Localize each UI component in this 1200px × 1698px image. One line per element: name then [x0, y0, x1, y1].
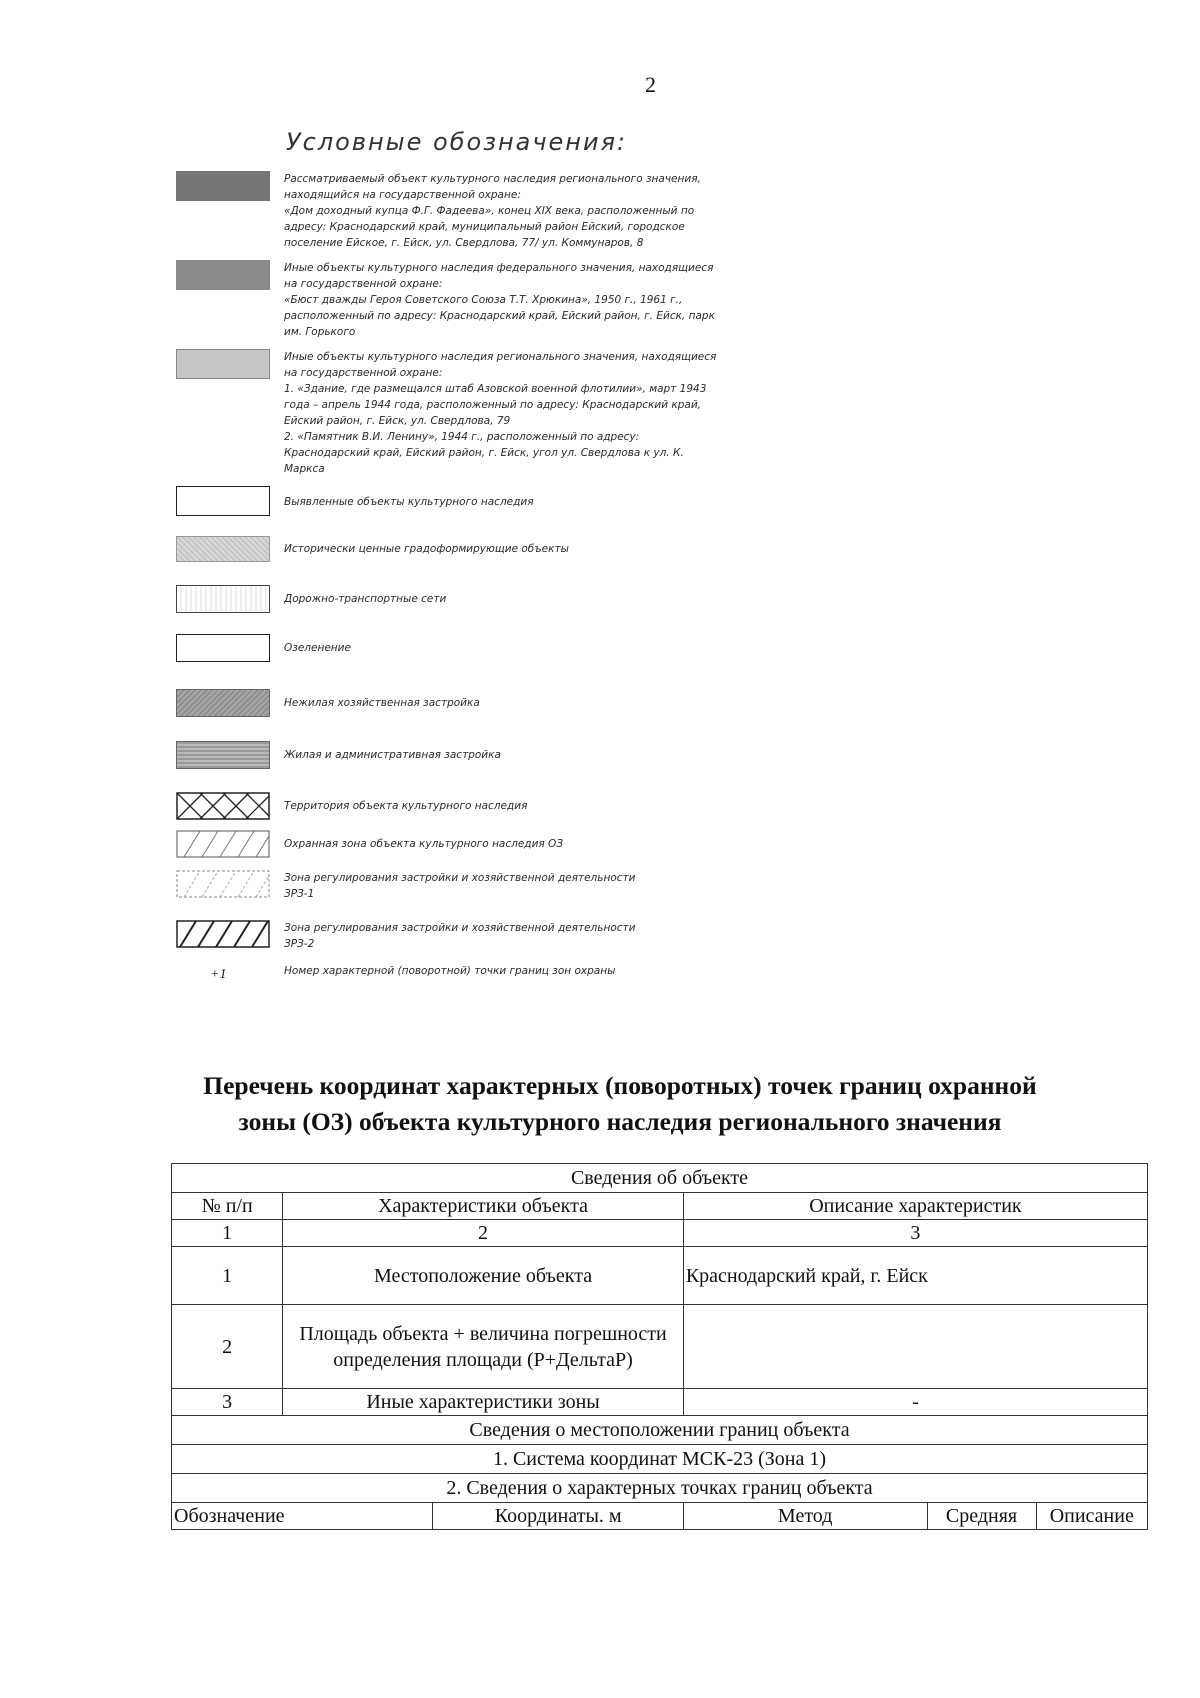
- colnum-cell: 3: [683, 1220, 1147, 1247]
- row-value: -: [683, 1389, 1147, 1416]
- legend-text: Нежилая хозяйственная застройка: [284, 697, 480, 709]
- legend-text: Озеленение: [284, 642, 351, 654]
- row-value: [683, 1305, 1147, 1389]
- legend-swatch-hatch-faint: [176, 870, 270, 898]
- legend-swatch-hatch-light: [176, 830, 270, 858]
- document-title: [120, 1068, 1120, 1140]
- table-section-row: [172, 1445, 1148, 1474]
- table-row: [172, 1389, 1148, 1416]
- legend-text: Рассматриваемый объект культурного наследия регионального значения, находящийся на государственной охране: «Дом доходный купца Ф.Г. Фадеева», конец XIX века, расположенный по адресу: Краснодарский край, муниципальный район Ейский, городское поселение Ейское, г. Ейск, ул. Свердлова, 77/ ул. Коммунаров, 8: [284, 173, 701, 249]
- legend-swatch: [176, 689, 270, 717]
- header-cell: Средняя: [927, 1503, 1036, 1530]
- legend-text: Зона регулирования застройки и хозяйственной деятельности ЗРЗ-1: [284, 872, 636, 900]
- table-section-row: [172, 1416, 1148, 1445]
- header-cell: № п/п: [172, 1193, 283, 1220]
- row-number: 1: [172, 1247, 283, 1305]
- document-title-line2: зоны (ОЗ) объекта культурного наследия регионального значения: [238, 1107, 1002, 1136]
- colnum-cell: 1: [172, 1220, 283, 1247]
- row-number: 2: [172, 1305, 283, 1389]
- document-title-line1: Перечень координат характерных (поворотных) точек границ охранной: [203, 1071, 1037, 1100]
- section-header-object: Сведения об объекте: [172, 1164, 1148, 1193]
- legend-swatch: [176, 171, 270, 201]
- section-header-boundaries: Сведения о местоположении границ объекта: [172, 1416, 1148, 1445]
- legend-text: Дорожно-транспортные сети: [284, 593, 447, 605]
- legend-text: Зона регулирования застройки и хозяйственной деятельности ЗРЗ-2: [284, 922, 636, 950]
- header-cell: Описание: [1036, 1503, 1147, 1530]
- legend-text: Номер характерной (поворотной) точки границ зон охраны: [284, 965, 616, 977]
- header-cell: Координаты. м: [433, 1503, 683, 1530]
- header-cell: Характеристики объекта: [283, 1193, 684, 1220]
- legend-swatch: [176, 585, 270, 613]
- row-number: 3: [172, 1389, 283, 1416]
- legend-title: Условные обозначения:: [286, 128, 628, 156]
- header-cell: Описание характеристик: [683, 1193, 1147, 1220]
- legend-swatch: [176, 536, 270, 562]
- legend-swatch: [176, 349, 270, 379]
- legend-text: Исторически ценные градоформирующие объекты: [284, 543, 569, 555]
- row-name: Иные характеристики зоны: [283, 1389, 684, 1416]
- table-section-row: [172, 1474, 1148, 1503]
- header-cell: Метод: [683, 1503, 927, 1530]
- table-header-row: [172, 1193, 1148, 1220]
- legend-text: Иные объекты культурного наследия федерального значения, находящиеся на государственной охране: «Бюст дважды Героя Советского Союза Т.Т. Хрюкина», 1950 г., 1961 г., расположенный по адресу: Краснодарский край, Ейский район, г. Ейск, парк им. Горького: [284, 262, 715, 338]
- legend-swatch: [176, 741, 270, 769]
- legend-text: Территория объекта культурного наследия: [284, 800, 528, 812]
- row-value: Краснодарский край, г. Ейск: [683, 1247, 1147, 1305]
- header-cell: Обозначение: [172, 1503, 433, 1530]
- table-section-row: [172, 1164, 1148, 1193]
- row-name: Местоположение объекта: [283, 1247, 684, 1305]
- points-title: 2. Сведения о характерных точках границ объекта: [172, 1474, 1148, 1503]
- table-row: [172, 1247, 1148, 1305]
- colnum-cell: 2: [283, 1220, 684, 1247]
- table-row: [172, 1305, 1148, 1389]
- legend-text: Выявленные объекты культурного наследия: [284, 496, 534, 508]
- point-marker-symbol: +1: [210, 967, 227, 982]
- legend-text: Жилая и административная застройка: [284, 749, 501, 761]
- page-number: 2: [645, 72, 656, 97]
- legend-swatch-hatch-bold: [176, 920, 270, 948]
- table-colnum-row: [172, 1220, 1148, 1247]
- legend-swatch: [176, 260, 270, 290]
- coord-system: 1. Система координат МСК-23 (Зона 1): [172, 1445, 1148, 1474]
- legend-swatch-crosshatch: [176, 792, 270, 820]
- object-info-table: [171, 1163, 1148, 1530]
- table-bottom-header-row: [172, 1503, 1148, 1530]
- legend-text: Охранная зона объекта культурного наследия ОЗ: [284, 838, 564, 850]
- legend-swatch: [176, 634, 270, 662]
- row-name: Площадь объекта + величина погрешности определения площади (Р+ДельтаР): [283, 1305, 684, 1389]
- legend-text: Иные объекты культурного наследия регионального значения, находящиеся на государственной охране: 1. «Здание, где размещался штаб Азовской военной флотилии», март 1943 года – апрель 1944 года, расположенный по адресу: Краснодарский край, Ейский район, г. Ейск, ул. Свердлова, 79 2. «Памятник В.И. Ленину», 1944 г., расположенный по адресу: Краснодарский край, Ейский район, г. Ейск, угол ул. Свердлова к ул. К. Маркса: [284, 351, 717, 475]
- legend-swatch: [176, 486, 270, 516]
